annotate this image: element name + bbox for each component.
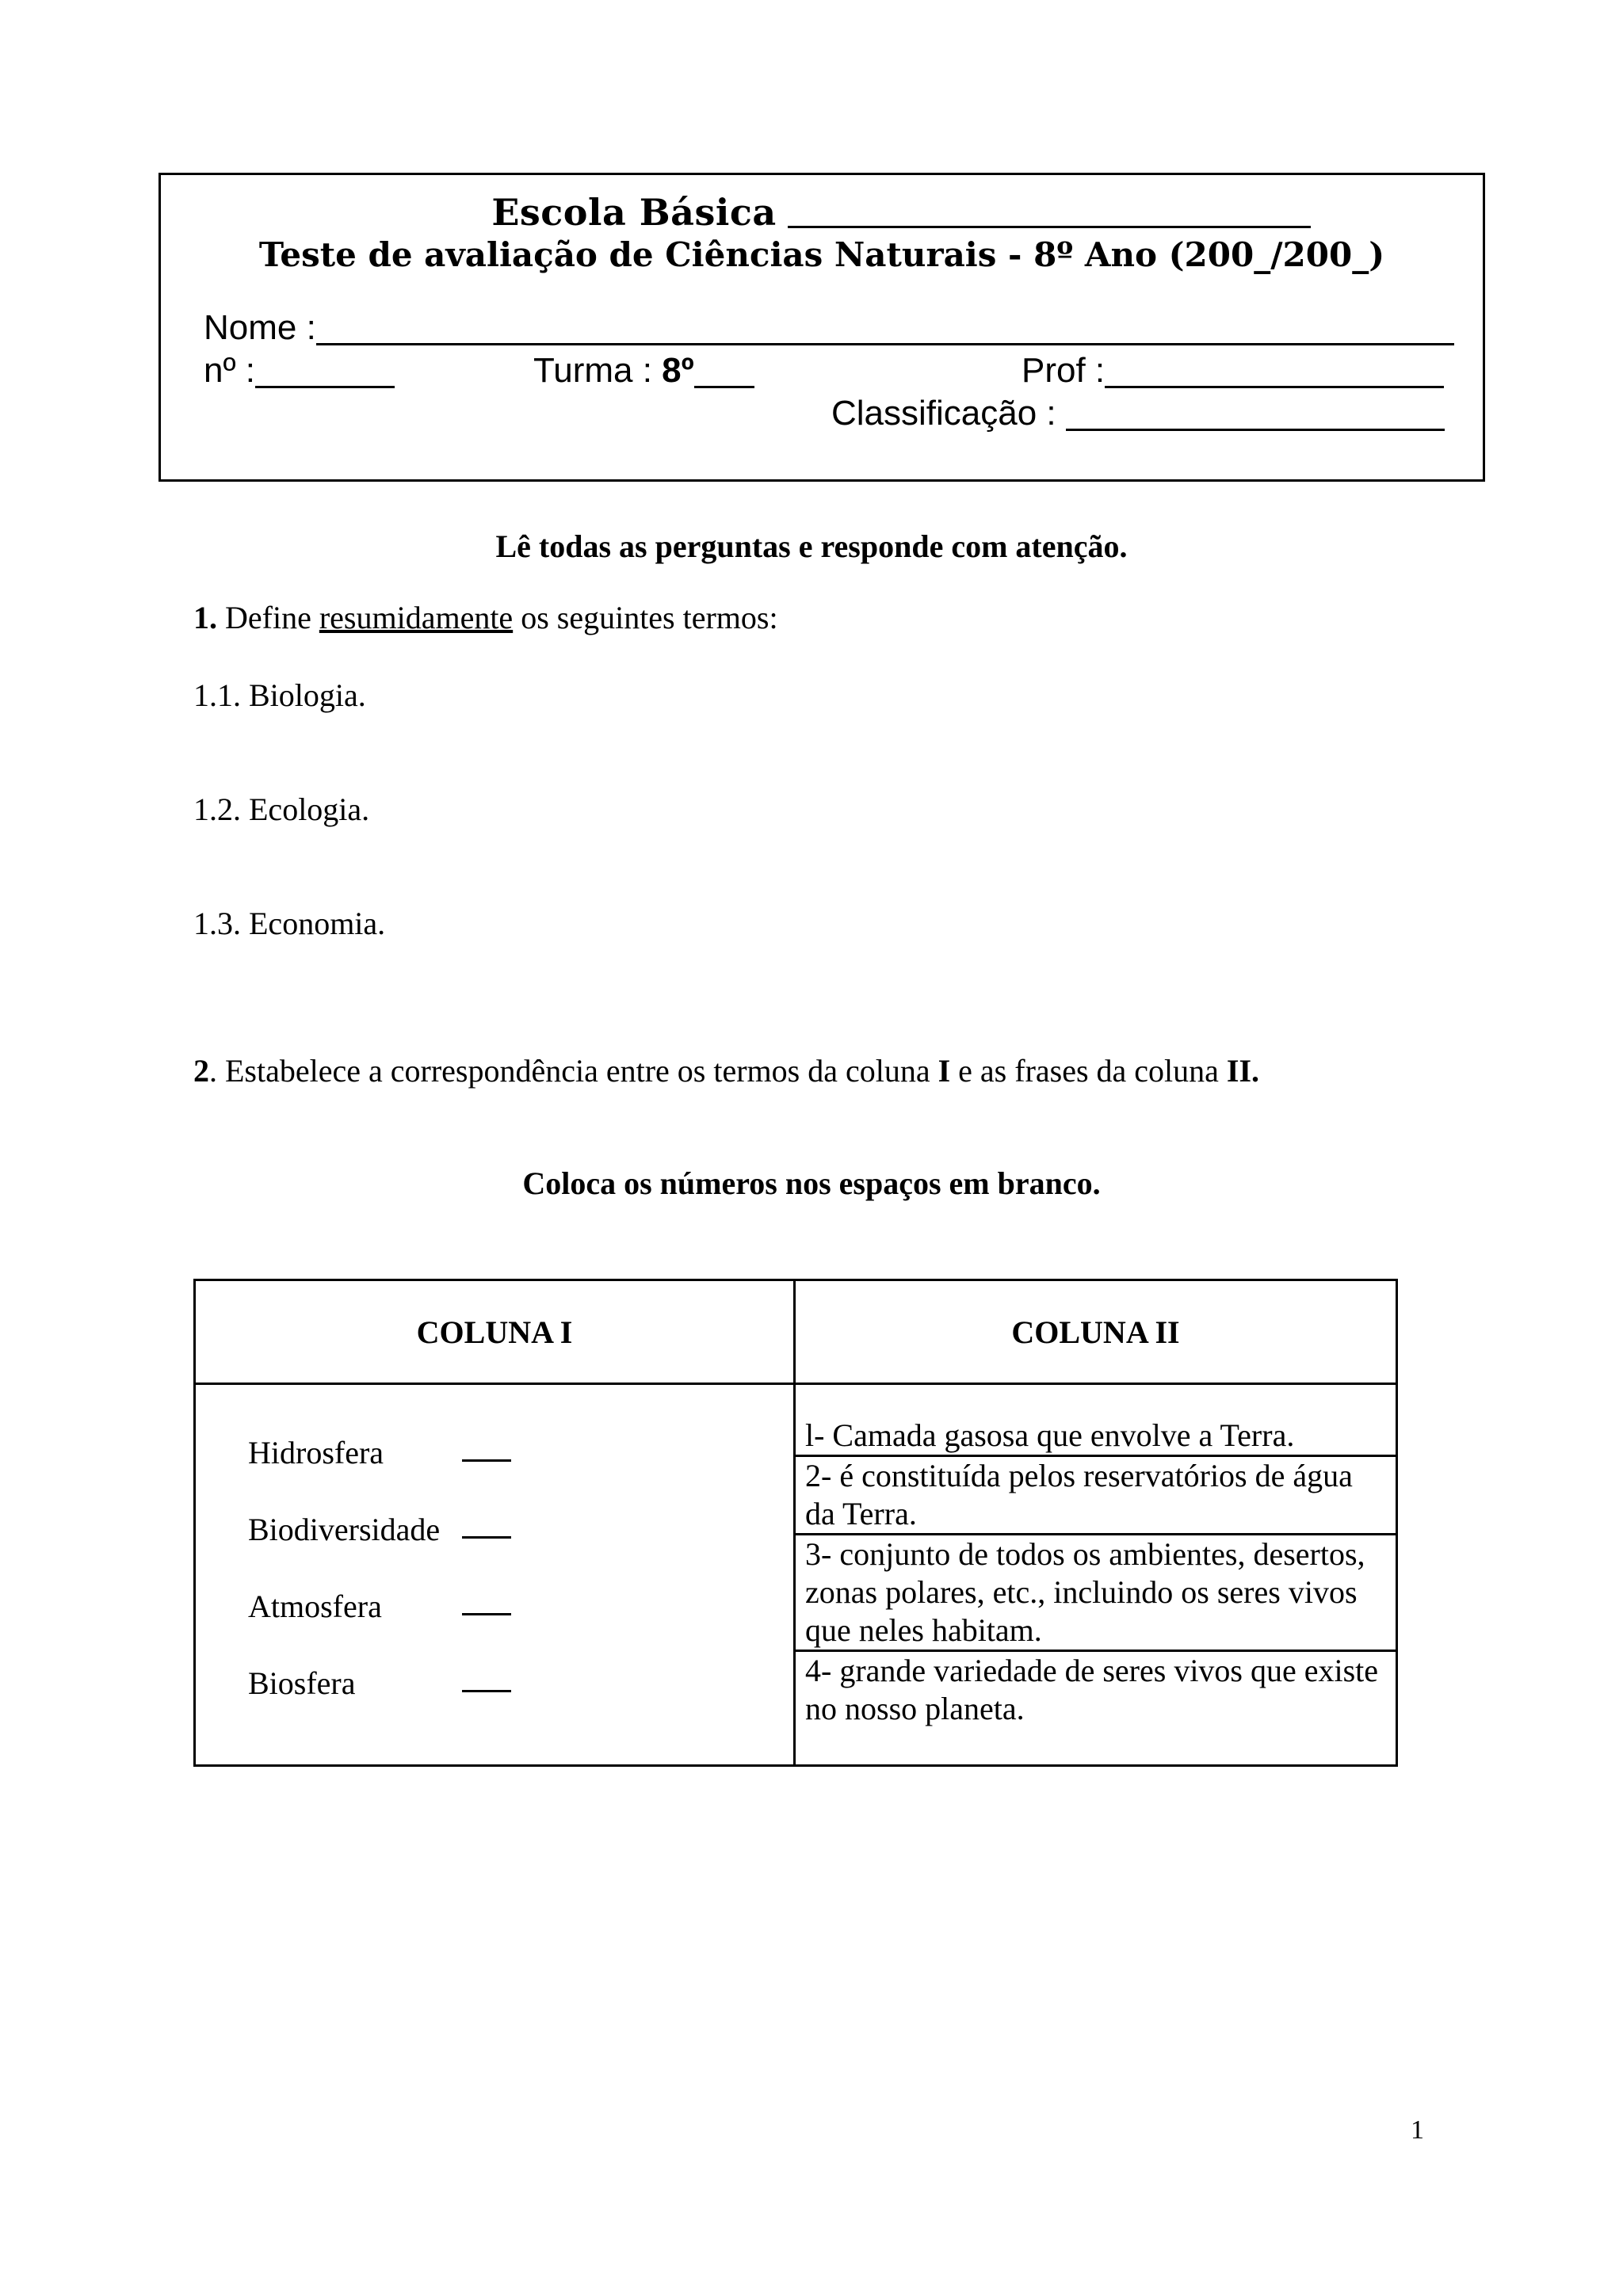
term-answer-blank[interactable] xyxy=(462,1613,511,1615)
term-answer-blank[interactable] xyxy=(462,1459,511,1462)
name-field xyxy=(204,308,1454,348)
question-1-number: 1. xyxy=(193,600,217,635)
school-name-blank[interactable] xyxy=(788,194,1311,228)
test-title: Teste de avaliação de Ciências Naturais - 8º Ano (200_/200_) xyxy=(258,235,1385,274)
class-field xyxy=(533,351,754,391)
definition-3: 3- conjunto de todos os ambientes, desertos, zonas polares, etc., incluindo os seres vivos que neles habitam. xyxy=(796,1535,1396,1652)
name-blank[interactable] xyxy=(316,313,1454,345)
number-label: nº : xyxy=(204,351,255,390)
column-1-header: COLUNA I xyxy=(195,1280,795,1384)
item-1-2: 1.2. Ecologia. xyxy=(193,791,370,827)
term-name: Biosfera xyxy=(248,1665,356,1701)
table-body-row xyxy=(195,1384,1397,1766)
question-1-text-a: Define xyxy=(217,600,319,635)
term-row xyxy=(196,1569,793,1646)
definition-1: l- Camada gasosa que envolve a Terra. xyxy=(796,1385,1396,1457)
name-label: Nome : xyxy=(204,308,316,347)
matching-table xyxy=(193,1279,1398,1767)
item-1-1: 1.1. Biologia. xyxy=(193,677,366,713)
page-number: 1 xyxy=(1411,2115,1424,2145)
term-row xyxy=(196,1646,793,1722)
teacher-blank[interactable] xyxy=(1105,356,1444,388)
number-blank[interactable] xyxy=(255,356,395,388)
school-label: Escola Básica xyxy=(491,191,777,234)
question-2-number: 2 xyxy=(193,1053,209,1089)
class-label: Turma : xyxy=(533,351,663,390)
question-1 xyxy=(193,599,778,636)
table-header-row xyxy=(195,1280,1397,1384)
question-1-underlined: resumidamente xyxy=(319,600,514,635)
question-2 xyxy=(193,1052,1259,1089)
term-answer-blank[interactable] xyxy=(462,1690,511,1692)
term-name: Biodiversidade xyxy=(248,1512,441,1547)
term-answer-blank[interactable] xyxy=(462,1536,511,1539)
question-2-text-b: e as frases da coluna xyxy=(950,1053,1227,1089)
term-row xyxy=(196,1415,793,1492)
instructions: Lê todas as perguntas e responde com atenção. xyxy=(495,528,1128,564)
school-line xyxy=(161,191,1483,234)
term-name: Atmosfera xyxy=(248,1589,382,1624)
grade-blank[interactable] xyxy=(1066,399,1445,431)
teacher-label: Prof : xyxy=(1022,351,1106,390)
grade-field xyxy=(831,394,1445,433)
class-blank[interactable] xyxy=(694,356,754,388)
question-1-text-b: os seguintes termos: xyxy=(513,600,778,635)
class-value: 8º xyxy=(662,351,694,390)
definition-4: 4- grande variedade de seres vivos que existe no nosso planeta. xyxy=(805,1653,1379,1726)
grade-label: Classificação : xyxy=(831,394,1056,433)
column-1-ref: I xyxy=(938,1053,951,1089)
number-field xyxy=(204,351,395,391)
term-name: Hidrosfera xyxy=(248,1435,384,1470)
column-1-cell xyxy=(195,1384,795,1766)
question-2-subinstruction: Coloca os números nos espaços em branco. xyxy=(522,1165,1101,1201)
column-2-header: COLUNA II xyxy=(795,1280,1397,1384)
term-row xyxy=(196,1492,793,1569)
item-1-3: 1.3. Economia. xyxy=(193,906,386,941)
header-box xyxy=(158,173,1485,482)
definition-2: 2- é constituída pelos reservatórios de água da Terra. xyxy=(796,1457,1396,1535)
column-2-cell xyxy=(795,1384,1397,1766)
column-2-ref: II. xyxy=(1226,1053,1260,1089)
question-2-text-a: . Estabelece a correspondência entre os termos da coluna xyxy=(209,1053,938,1089)
teacher-field xyxy=(1022,351,1444,391)
